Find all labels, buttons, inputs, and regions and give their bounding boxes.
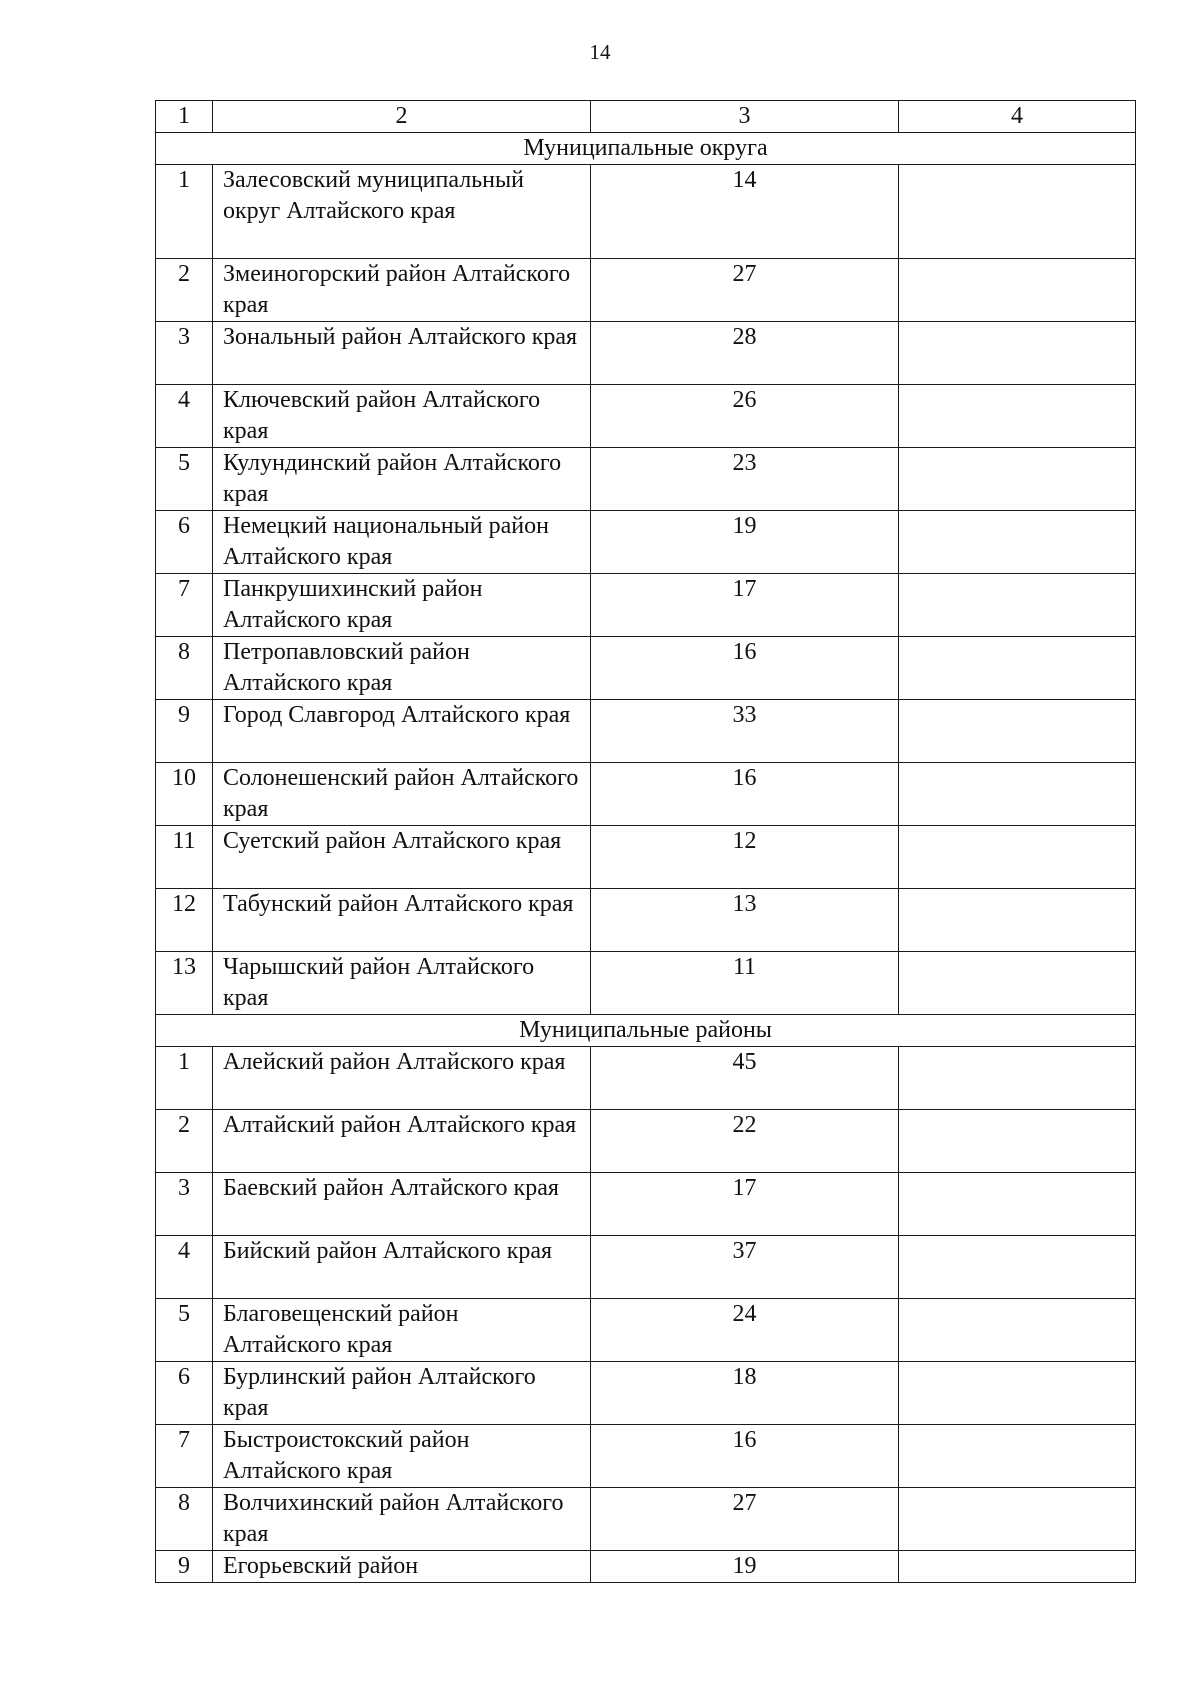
- row-number: 5: [156, 448, 213, 511]
- table-row: [156, 889, 1136, 952]
- row-value: 19: [591, 1551, 899, 1583]
- row-name: Алтайский район Алтайского края: [213, 1110, 591, 1173]
- table-row: [156, 511, 1136, 574]
- row-value: 45: [591, 1047, 899, 1110]
- row-extra: [899, 1488, 1136, 1551]
- row-value: 16: [591, 637, 899, 700]
- row-value: 16: [591, 763, 899, 826]
- section-title: Муниципальные районы: [156, 1015, 1136, 1047]
- row-name: Чарышский район Алтайского края: [213, 952, 591, 1015]
- table-row: [156, 826, 1136, 889]
- row-number: 8: [156, 637, 213, 700]
- row-name: Панкрушихинский район Алтайского края: [213, 574, 591, 637]
- row-name: Благовещенский район Алтайского края: [213, 1299, 591, 1362]
- row-name: Волчихинский район Алтайского края: [213, 1488, 591, 1551]
- row-number: 2: [156, 1110, 213, 1173]
- row-name: Змеиногорский район Алтайского края: [213, 259, 591, 322]
- row-extra: [899, 385, 1136, 448]
- table-row: [156, 1236, 1136, 1299]
- row-extra: [899, 763, 1136, 826]
- row-extra: [899, 448, 1136, 511]
- row-extra: [899, 1236, 1136, 1299]
- table-row: [156, 763, 1136, 826]
- row-name: Бийский район Алтайского края: [213, 1236, 591, 1299]
- row-extra: [899, 322, 1136, 385]
- row-extra: [899, 259, 1136, 322]
- row-extra: [899, 1551, 1136, 1583]
- row-name: Немецкий национальный район Алтайского края: [213, 511, 591, 574]
- section-title: Муниципальные округа: [156, 133, 1136, 165]
- row-extra: [899, 700, 1136, 763]
- row-value: 23: [591, 448, 899, 511]
- row-name: Бурлинский район Алтайского края: [213, 1362, 591, 1425]
- row-value: 17: [591, 1173, 899, 1236]
- row-value: 11: [591, 952, 899, 1015]
- table-row: [156, 1362, 1136, 1425]
- row-extra: [899, 1362, 1136, 1425]
- row-extra: [899, 826, 1136, 889]
- row-name: Город Славгород Алтайского края: [213, 700, 591, 763]
- row-number: 6: [156, 511, 213, 574]
- table-row: [156, 448, 1136, 511]
- header-row: [156, 101, 1136, 133]
- table-row: [156, 952, 1136, 1015]
- row-number: 12: [156, 889, 213, 952]
- row-number: 9: [156, 1551, 213, 1583]
- row-extra: [899, 1299, 1136, 1362]
- table-row: [156, 1047, 1136, 1110]
- header-col-1: 1: [156, 101, 213, 133]
- row-value: 24: [591, 1299, 899, 1362]
- table-row: [156, 322, 1136, 385]
- row-number: 3: [156, 1173, 213, 1236]
- row-name: Табунский район Алтайского края: [213, 889, 591, 952]
- row-value: 18: [591, 1362, 899, 1425]
- row-number: 3: [156, 322, 213, 385]
- row-extra: [899, 952, 1136, 1015]
- row-number: 6: [156, 1362, 213, 1425]
- row-extra: [899, 511, 1136, 574]
- table-row: [156, 700, 1136, 763]
- row-extra: [899, 1425, 1136, 1488]
- row-name: Кулундинский район Алтайского края: [213, 448, 591, 511]
- row-value: 28: [591, 322, 899, 385]
- row-number: 7: [156, 574, 213, 637]
- row-extra: [899, 574, 1136, 637]
- page-number: 14: [589, 40, 611, 64]
- table-row: [156, 574, 1136, 637]
- row-value: 17: [591, 574, 899, 637]
- row-value: 12: [591, 826, 899, 889]
- row-value: 14: [591, 165, 899, 259]
- row-name: Солонешенский район Алтайского края: [213, 763, 591, 826]
- header-col-3: 3: [591, 101, 899, 133]
- row-extra: [899, 1047, 1136, 1110]
- row-extra: [899, 889, 1136, 952]
- table-row: [156, 1551, 1136, 1583]
- header-col-4: 4: [899, 101, 1136, 133]
- row-name: Суетский район Алтайского края: [213, 826, 591, 889]
- row-number: 4: [156, 385, 213, 448]
- row-extra: [899, 1173, 1136, 1236]
- row-value: 16: [591, 1425, 899, 1488]
- row-number: 10: [156, 763, 213, 826]
- table-row: [156, 259, 1136, 322]
- row-value: 27: [591, 1488, 899, 1551]
- row-extra: [899, 1110, 1136, 1173]
- districts-table: [155, 100, 1136, 1583]
- table-row: [156, 1425, 1136, 1488]
- row-name: Петропавловский район Алтайского края: [213, 637, 591, 700]
- row-number: 1: [156, 165, 213, 259]
- row-value: 22: [591, 1110, 899, 1173]
- row-value: 13: [591, 889, 899, 952]
- row-name: Егорьевский район: [213, 1551, 591, 1583]
- table-row: [156, 165, 1136, 259]
- row-extra: [899, 637, 1136, 700]
- row-name: Ключевский район Алтайского края: [213, 385, 591, 448]
- header-col-2: 2: [213, 101, 591, 133]
- table-row: [156, 1299, 1136, 1362]
- table-row: [156, 385, 1136, 448]
- row-number: 7: [156, 1425, 213, 1488]
- row-name: Залесовский муниципальный округ Алтайского края: [213, 165, 591, 259]
- row-extra: [899, 165, 1136, 259]
- row-number: 11: [156, 826, 213, 889]
- row-number: 4: [156, 1236, 213, 1299]
- row-number: 5: [156, 1299, 213, 1362]
- table-row: [156, 1173, 1136, 1236]
- row-name: Баевский район Алтайского края: [213, 1173, 591, 1236]
- row-name: Зональный район Алтайского края: [213, 322, 591, 385]
- table-row: [156, 637, 1136, 700]
- section-row: [156, 133, 1136, 165]
- row-number: 8: [156, 1488, 213, 1551]
- row-number: 2: [156, 259, 213, 322]
- row-value: 19: [591, 511, 899, 574]
- section-row: [156, 1015, 1136, 1047]
- row-number: 9: [156, 700, 213, 763]
- row-value: 37: [591, 1236, 899, 1299]
- table-row: [156, 1110, 1136, 1173]
- row-value: 27: [591, 259, 899, 322]
- row-number: 1: [156, 1047, 213, 1110]
- table-row: [156, 1488, 1136, 1551]
- row-name: Быстроистокский район Алтайского края: [213, 1425, 591, 1488]
- row-value: 26: [591, 385, 899, 448]
- row-name: Алейский район Алтайского края: [213, 1047, 591, 1110]
- row-value: 33: [591, 700, 899, 763]
- row-number: 13: [156, 952, 213, 1015]
